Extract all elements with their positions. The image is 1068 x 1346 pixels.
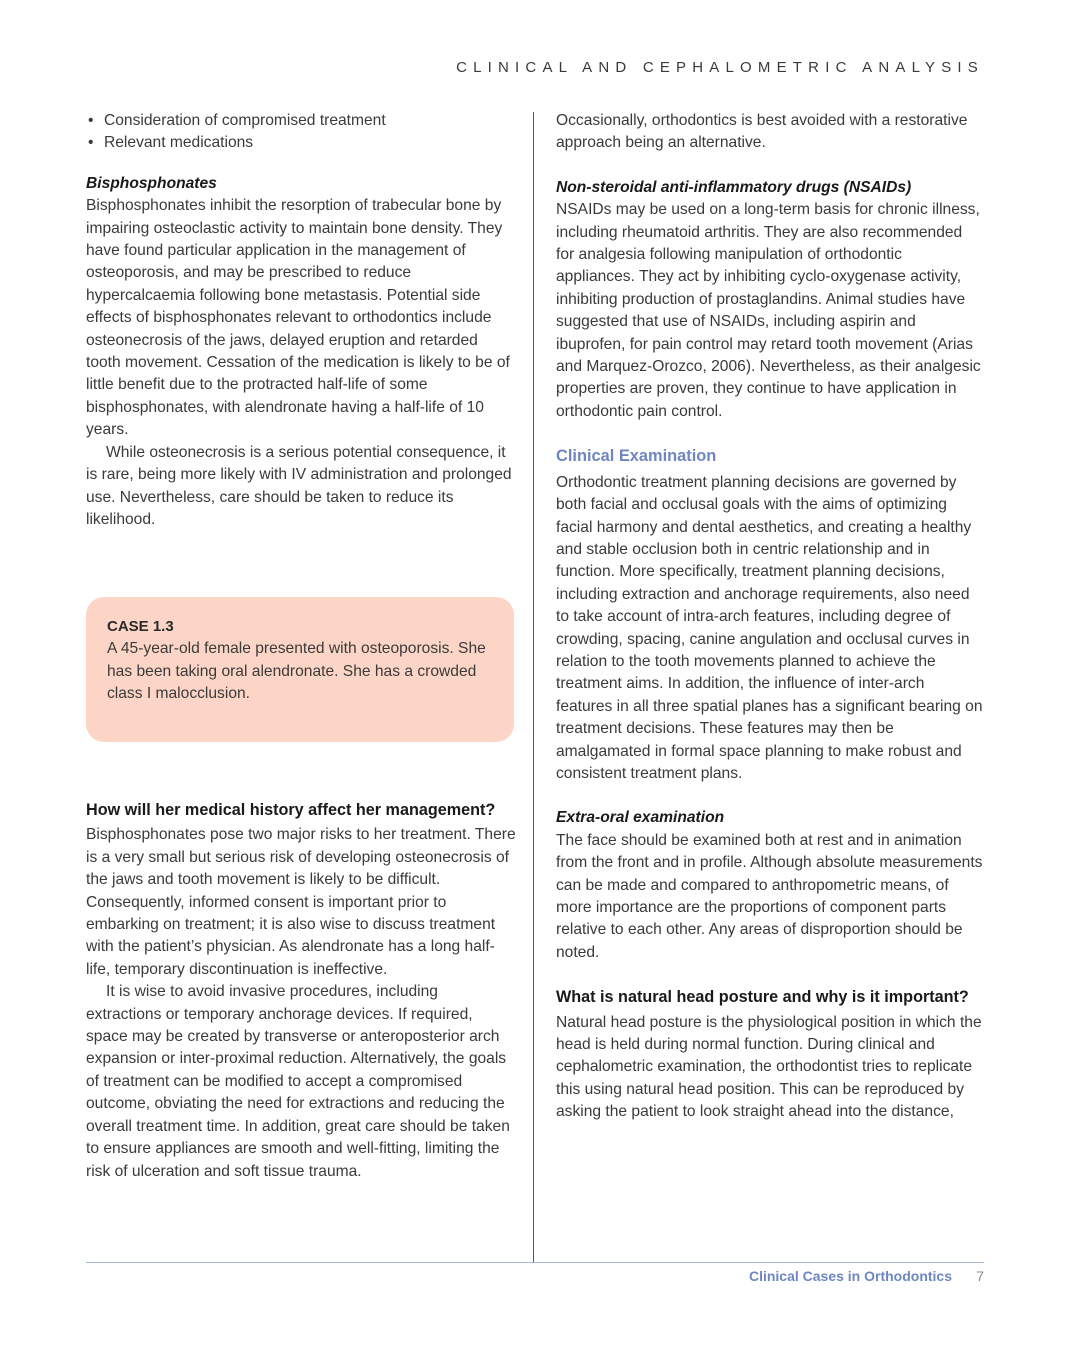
page-number: 7 (976, 1268, 984, 1284)
case-text: A 45-year-old female presented with osteoporosis. She has been taking oral alendronate. She has a crowded class I malocclusion. (107, 640, 486, 703)
right-column (556, 110, 984, 1124)
footer-book-title: Clinical Cases in Orthodontics (748, 1268, 952, 1284)
case-box (86, 597, 514, 742)
left-column-lower (86, 799, 516, 1183)
running-header: CLINICAL AND CEPHALOMETRIC ANALYSIS (456, 59, 984, 76)
case-label: CASE 1.3 (107, 618, 174, 635)
bisphosphonates-heading: Bisphosphonates (86, 174, 217, 192)
question-heading: How will her medical history affect her management? (86, 801, 496, 819)
question-paragraph-2: It is wise to avoid invasive procedures, including extractions or temporary anchorage devices. If required, space may be created by transverse or anteroposterior arch expansion or inter-proximal reduction. Alternatively, the goals of treatment can be modified to accept a compromised outcome, obviating the need for extractions and reducing the overall treatment time. In addition, great care should be taken to ensure appliances are smooth and well-fitting, limiting the risk of ulceration and soft tissue trauma. (86, 983, 510, 1180)
clinical-examination-paragraph: Orthodontic treatment planning decisions are governed by both facial and occlusal goals with the aims of optimizing facial harmony and dental aesthetics, and creating a healthy and stable occlusion both in centric relationship and in function. More specifically, treatment planning decisions, including extraction and anchorage requirements, also need to take account of intra-arch features, including degree of crowding, spacing, canine angulation and occlusal curves in relation to the tooth movements planned to achieve the treatment aims. In addition, the influence of inter-arch features in all three spatial planes has a significant bearing on treatment decisions. These features may then be amalgamated in formal space planning to make robust and consistent treatment plans. (556, 473, 983, 782)
extraoral-paragraph: The face should be examined both at rest and in animation from the front and in profile. Although absolute measurements can be made and compared to anthropometric means, of more importance are the proportions of component parts relative to each other. Any areas of disproportion should be noted. (556, 831, 983, 961)
intro-paragraph: Occasionally, orthodontics is best avoided with a restorative approach being an alternative. (556, 112, 968, 152)
bisphosphonates-paragraph-1: Bisphosphonates inhibit the resorption of trabecular bone by impairing osteoclastic activity to maintain bone density. They have found particular application in the management of osteoporosis, and may be prescribed to reduce hypercalcaemia following bone metastasis. Potential side effects of bisphosphonates relevant to orthodontics include osteonecrosis of the jaws, delayed eruption and retarded tooth movement. Cessation of the medication is likely to be of little benefit due to the protracted half-life of some bisphosphonates, with alendronate having a half-life of 10 years. (86, 197, 510, 439)
bisphosphonates-paragraph-2: While osteonecrosis is a serious potential consequence, it is rare, being more likely with IV administration and prolonged use. Nevertheless, care should be taken to reduce its likelihood. (86, 443, 512, 528)
extraoral-heading: Extra-oral examination (556, 809, 725, 827)
question-paragraph-1: Bisphosphonates pose two major risks to her treatment. There is a very small but serious risk of developing osteonecrosis of the jaws and tooth movement is likely to be difficult. Consequently, informed consent is important prior to embarking on treatment; it is also wise to discuss treatment with the patient’s physician. As alendronate has a long half-life, temporary discontinuation is ineffective. (86, 826, 516, 978)
bullet-item: • Relevant medications (86, 132, 516, 154)
nsaid-heading: Non-steroidal anti-inflammatory drugs (NSAIDs) (556, 178, 912, 196)
nhp-paragraph: Natural head posture is the physiological position in which the head is held during normal function. During clinical and cephalometric examination, the orthodontist tries to replicate this using natural head position. This can be reproduced by asking the patient to look straight ahead into the distance, (556, 1013, 982, 1121)
footer-rule (86, 1262, 984, 1263)
nhp-heading: What is natural head posture and why is it important? (556, 988, 969, 1007)
bullet-item: • Consideration of compromised treatment (86, 110, 516, 132)
left-column (86, 110, 516, 531)
nsaid-paragraph: NSAIDs may be used on a long-term basis for chronic illness, including rheumatoid arthritis. They are also recommended for analgesia following manipulation of orthodontic appliances. They act by inhibiting cyclo-oxygenase activity, inhibiting production of prostaglandins. Animal studies have suggested that use of NSAIDs, including aspirin and ibuprofen, for pain control may retard tooth movement (Arias and Marquez-Orozco, 2006). Nevertheless, as their analgesic properties are proven, they continue to have application in orthodontic pain control. (556, 201, 981, 420)
clinical-examination-heading: Clinical Examination (556, 447, 717, 466)
bullet-list (86, 110, 516, 155)
column-divider (533, 112, 534, 1262)
